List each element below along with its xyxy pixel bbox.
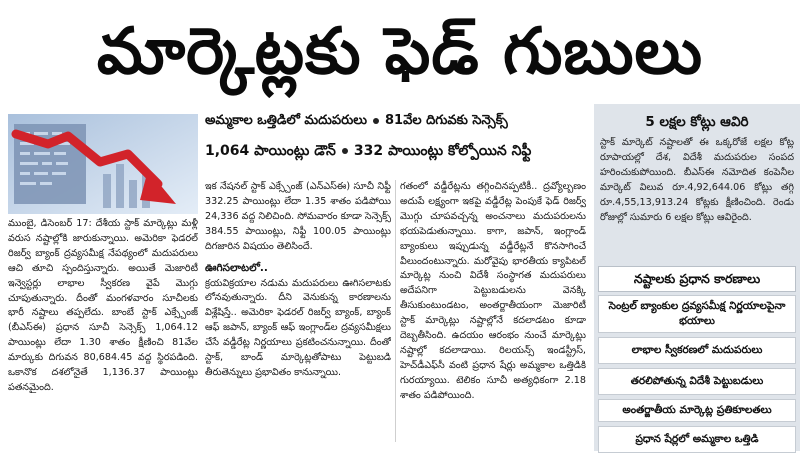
reason-item: ప్రధాన షేర్లలో అమ్మకాల ఒత్తిడి xyxy=(598,426,796,453)
subheadline-2 xyxy=(205,141,590,161)
article-paragraph: ఇక నేషనల్ స్టాక్ ఎక్స్చేంజ్ (ఎన్ఎస్ఈ) సూచీ నిఫ్టీ 332.25 పాయింట్లు లేదా 1.35 శాతం పడిపోయి 24,336 వద్ద నిలిచింది. సోమవారం కూడా సెన్సెక్స్ 384.55 పాయింట్లు, నిఫ్టీ 100.05 పాయింట్లు దిగజారిన విషయం తెలిసిందే. xyxy=(205,181,391,252)
bullet-icon xyxy=(342,148,348,154)
article-column-2 xyxy=(205,180,391,442)
subheadline-2-part-1: 1,064 పాయింట్లు డౌన్ xyxy=(205,143,336,159)
subheadline-2-part-2: 332 పాయింట్లు కోల్పోయిన నిఫ్టీ xyxy=(353,143,532,159)
section-heading: ఊగిసలాటలో.. xyxy=(205,261,268,274)
headline: మార్కెట్లకు ఫెడ్ గుబులు xyxy=(96,15,704,89)
sidebar-body xyxy=(600,136,794,260)
sidebar-title: 5 లక్షల కోట్లు ఆవిరి xyxy=(645,114,749,130)
subheadline-1-part-2: 81వేల దిగువకు సెన్సెక్స్ xyxy=(385,113,508,128)
reason-item: సెంట్రల్ బ్యాంకుల ద్రవ్యసమీక్ష నిర్ణయాలపైనా భయాలు xyxy=(598,295,796,333)
subheadline-1 xyxy=(205,112,590,130)
subheadline-1-part-1: అమ్మకాల ఒత్తిడిలో మదుపరులు xyxy=(205,113,368,128)
reasons-list xyxy=(598,266,796,457)
article-column-1 xyxy=(8,217,198,442)
reason-item: తరలిపోతున్న విదేశీ పెట్టుబడులు xyxy=(598,368,796,395)
stock-market-crash-arrow-icon xyxy=(8,114,198,214)
sidebar-paragraph: స్టాక్ మార్కెట్ నష్టాలతో ఈ ఒక్కరోజే లక్షల కోట్ల రూపాయల్లో దేశ, విదేశీ మదుపరుల సంపద హరించుకుపోయింది. బీఎస్ఈ నమోదిత కంపెనీల మార్కెట్ విలువ రూ.4,92,644.06 కోట్లు తగ్గి రూ.4,55,13,913.24 కోట్లకు క్షీణించింది. రెండు రోజుల్లో సుమారు 6 లక్షల కోట్లు ఆవిరైంది. xyxy=(600,137,794,223)
article-column-3 xyxy=(400,180,586,442)
article-lead-paragraph: ముంబై, డిసెంబర్ 17: దేశీయ స్టాక్ మార్కెట్లు మళ్లీ వరుస నష్టాల్లోకి జారుకున్నాయి. అమెరికా ఫెడరల్ రిజర్వ్ బ్యాంక్ ద్రవ్యసమీక్ష నేపథ్యంలో మదుపరులు ఆచి తూచి స్పందిస్తున్నారు. అయితే మెజారిటీ ఇన్వెస్టర్లు లాభాల స్వీకరణ వైపే మొగ్గు చూపుతున్నారు. దీంతో మంగళవారం సూచీలకు భారీ నష్టాలు తప్పలేదు. బాంబే స్టాక్ ఎక్స్చేంజ్ (బీఎస్ఈ) ప్రధాన సూచీ సెన్సెక్స్ 1,064.12 పాయింట్లు లేదా 1.30 శాతం క్షీణించి 81వేల మార్కుకు దిగువన 80,684.45 వద్ద స్థిరపడింది. ఒకానొక దశలోనైతే 1,136.37 పాయింట్లు పతనమైంది. xyxy=(8,218,198,393)
reason-item: అంతర్జాతీయ మార్కెట్ల ప్రతికూలతలు xyxy=(598,399,796,422)
reason-item: లాభాల స్వీకరణలో మదుపరులు xyxy=(598,337,796,364)
reasons-title: నష్టాలకు ప్రధాన కారణాలు xyxy=(598,266,796,292)
hero-image xyxy=(8,114,198,214)
bullet-icon xyxy=(373,118,379,124)
column-divider xyxy=(395,180,396,442)
article-paragraph: క్రయవిక్రయాల నడుమ మదుపరులు ఊగిసలాటకు లోనవుతున్నారు. దీని వెనుకున్న కారణాలను విశ్లేషిస్తే.. అమెరికా ఫెడరల్ రిజర్వ్ బ్యాంక్, బ్యాంక్ ఆఫ్ జపాన్, బ్యాంక్ ఆఫ్ ఇంగ్లాండ్‌ల ద్రవ్యసమీక్షలు చేసే వడ్డీరేట్ల నిర్ణయాలు ప్రకటించనున్నాయి. దీంతో స్టాక్, బాండ్ మార్కెట్లతోపాటు పెట్టుబడి తీరుతెన్నులు ప్రభావితం కానున్నాయి. xyxy=(205,277,391,378)
article-paragraph: గతంలో వడ్డీరేట్లను తగ్గించినప్పటికీ.. ద్రవ్యోల్బణం అదుపే లక్ష్యంగా ఇకపై వడ్డీరేట్ల పెంపుకే ఫెడ్ రిజర్వ్ మొగ్గు చూపవచ్చన్న అంచనాలు మదుపరులను భయపెడుతున్నాయి. కాగా, జపాన్, ఇంగ్లాండ్ బ్యాంకులు ఇప్పుడున్న వడ్డీరేట్లనే కొనసాగించే వీలుందంటున్నారు. మరోవైపు భారతీయ క్యాపిటల్ మార్కెట్ల నుంచి విదేశీ సంస్థాగత మదుపరులు అదేపనిగా పెట్టుబడులను వెనక్కి తీసుకుంటుండటం, అంతర్జాతీయంగా మెజారిటీ స్టాక్ మార్కెట్లు నష్టాల్లోనే కదలాడటం కూడా దెబ్బతీసింది. ఉదయం ఆరంభం నుంచే మార్కెట్లు నష్టాల్లో కదలాడాయి. రిలయన్స్ ఇండస్ట్రీస్, హెచ్‌డీఎఫ్‌సీ వంటి ప్రధాన షేర్లు అమ్మకాల ఒత్తిడికి గురయ్యాయి. టెలికం సూచీ అత్యధికంగా 2.18 శాతం పడిపోయింది. xyxy=(400,181,586,401)
